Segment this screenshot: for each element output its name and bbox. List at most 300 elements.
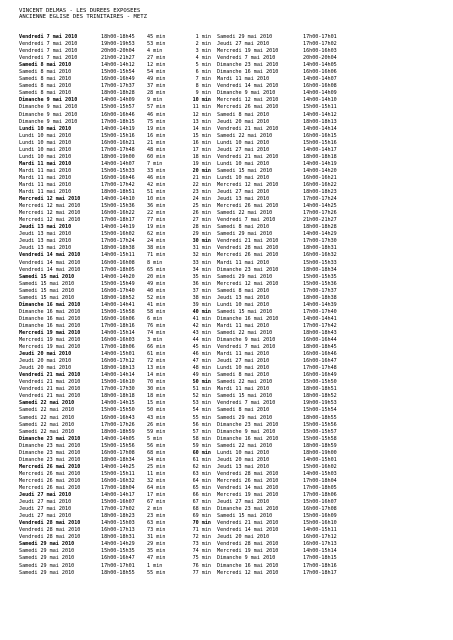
cell-date: Samedi 8 mai 2010	[19, 83, 72, 90]
cell-date: Samedi 22 mai 2010	[19, 400, 75, 407]
cell-sorted-date: Mercredi 19 mai 2010	[217, 492, 279, 499]
cell-date: Jeudi 27 mai 2010	[19, 499, 72, 506]
cell-duration: 45 min	[147, 34, 166, 40]
cell-rank-minutes: 55 min	[192, 414, 211, 421]
cell-sorted-time-range: 18h00-18h59	[303, 442, 337, 449]
cell-date: Mercredi 26 mai 2010	[19, 477, 81, 484]
cell-time-range: 16h00-16h08	[101, 259, 135, 266]
cell-sorted-time-range: 15h00-15h56	[303, 421, 337, 428]
cell-time-range: 18h00-18h51	[101, 189, 135, 196]
cell-date: Mercredi 26 mai 2010	[19, 463, 81, 470]
table-row	[19, 203, 439, 210]
cell-time-range: 15h00-16h02	[101, 231, 135, 238]
cell-sorted-date: Samedi 29 mai 2010	[217, 231, 273, 238]
cell-sorted-date: Mercredi 19 mai 2010	[217, 48, 279, 55]
table-row	[19, 267, 439, 274]
cell-sorted-date: Mercredi 19 mai 2010	[217, 548, 279, 555]
cell-sorted-time-range: 18h00-18h51	[303, 386, 337, 393]
cell-date: Samedi 8 mai 2010	[19, 69, 72, 76]
table-row	[19, 563, 439, 570]
cell-date: Lundi 10 mai 2010	[19, 132, 72, 139]
cell-date: Mardi 11 mai 2010	[19, 174, 72, 181]
cell-date: Dimanche 9 mai 2010	[19, 111, 78, 118]
cell-date: Samedi 29 mai 2010	[19, 562, 75, 569]
cell-time-range: 17h00-17h30	[101, 386, 135, 393]
cell-sorted-date: Mercredi 12 mai 2010	[217, 569, 279, 576]
cell-rank-minutes: 57 min	[192, 428, 211, 435]
cell-sorted-date: Lundi 10 mai 2010	[217, 174, 270, 181]
cell-sorted-date: Samedi 8 mai 2010	[217, 111, 270, 118]
cell-rank-minutes: 28 min	[192, 224, 211, 231]
cell-date: Mercredi 19 mai 2010	[19, 329, 81, 336]
cell-time-range: 14h00-14h05	[101, 435, 135, 442]
cell-time-range: 14h00-14h15	[101, 400, 135, 407]
cell-time-range: 14h00-14h25	[101, 463, 135, 470]
cell-duration: 43 min	[147, 414, 166, 421]
cell-sorted-time-range: 14h00-14h12	[303, 111, 337, 118]
cell-rank-minutes: 14 min	[192, 125, 211, 132]
cell-rank-minutes: 68 min	[192, 506, 211, 513]
cell-rank-minutes: 62 min	[192, 463, 211, 470]
cell-duration: 46 min	[147, 174, 166, 181]
table-row	[19, 358, 439, 365]
cell-duration: 58 min	[147, 308, 166, 315]
cell-sorted-time-range: 17h00-17h26	[303, 210, 337, 217]
cell-date: Lundi 10 mai 2010	[19, 153, 72, 160]
cell-duration: 36 min	[147, 203, 166, 210]
cell-time-range: 17h00-17h26	[101, 421, 135, 428]
cell-duration: 20 min	[147, 273, 166, 280]
table-row	[19, 90, 439, 97]
cell-duration: 70 min	[147, 379, 166, 386]
cell-time-range: 18h00-18h38	[101, 245, 135, 252]
cell-sorted-time-range: 16h00-16h44	[303, 337, 337, 344]
cell-sorted-date: Vendredi 14 mai 2010	[217, 485, 279, 491]
cell-date: Samedi 15 mai 2010	[19, 273, 75, 280]
cell-sorted-date: Samedi 8 mai 2010	[217, 372, 270, 379]
cell-duration: 72 min	[147, 358, 166, 365]
cell-sorted-date: Samedi 15 mai 2010	[217, 167, 273, 174]
cell-sorted-time-range: 16h00-16h03	[303, 48, 337, 55]
cell-date: Mercredi 12 mai 2010	[19, 203, 81, 210]
table-row	[19, 260, 439, 267]
cell-date: Vendredi 28 mai 2010	[19, 534, 81, 541]
cell-sorted-time-range: 17h00-18h16	[303, 562, 337, 569]
table-row	[19, 210, 439, 217]
cell-rank-minutes: 3 min	[195, 48, 211, 55]
cell-sorted-date: Mercredi 26 mai 2010	[217, 477, 279, 484]
cell-time-range: 14h00-14h29	[101, 541, 135, 548]
table-row	[19, 309, 439, 316]
table-row	[19, 245, 439, 252]
cell-rank-minutes: 49 min	[192, 372, 211, 379]
cell-rank-minutes: 76 min	[192, 562, 211, 569]
table-row	[19, 182, 439, 189]
cell-sorted-time-range: 15h00-16h02	[303, 463, 337, 470]
cell-date: Mardi 11 mai 2010	[19, 160, 72, 167]
cell-sorted-time-range: 14h00-14h41	[303, 315, 337, 322]
cell-sorted-time-range: 18h00-18h55	[303, 414, 337, 421]
cell-time-range: 17h00-18h15	[101, 118, 135, 125]
cell-sorted-time-range: 17h00-18h05	[303, 485, 337, 491]
cell-date: Vendredi 7 mai 2010	[19, 55, 78, 62]
cell-time-range: 18h00-18h28	[101, 90, 135, 97]
cell-duration: 55 min	[147, 569, 166, 576]
cell-date: Vendredi 21 mai 2010	[19, 393, 81, 400]
cell-time-range: 15h00-15h49	[101, 280, 135, 287]
cell-sorted-date: Vendredi 7 mai 2010	[217, 217, 276, 224]
cell-duration: 33 min	[147, 167, 166, 174]
cell-sorted-time-range: 15h00-15h57	[303, 428, 337, 435]
table-row	[19, 555, 439, 562]
cell-duration: 51 min	[147, 189, 166, 196]
cell-sorted-time-range: 15h00-15h54	[303, 407, 337, 414]
table-row	[19, 126, 439, 133]
cell-sorted-time-range: 14h00-15h01	[303, 456, 337, 463]
cell-sorted-date: Lundi 10 mai 2010	[217, 139, 270, 146]
cell-sorted-date: Samedi 22 mai 2010	[217, 210, 273, 217]
cell-duration: 14 min	[147, 372, 166, 379]
cell-sorted-time-range: 14h00-14h05	[303, 62, 337, 69]
cell-duration: 34 min	[147, 456, 166, 463]
cell-rank-minutes: 27 min	[192, 217, 211, 224]
table-row	[19, 133, 439, 140]
table-row	[19, 295, 439, 302]
cell-time-range: 15h00-15h16	[101, 132, 135, 139]
cell-duration: 67 min	[147, 499, 166, 506]
cell-duration: 76 min	[147, 322, 166, 329]
cell-date: Jeudi 20 mai 2010	[19, 351, 72, 358]
cell-date: Jeudi 27 mai 2010	[19, 492, 72, 499]
cell-rank-minutes: 7 min	[195, 76, 211, 83]
table-row	[19, 393, 439, 400]
cell-time-range: 15h00-15h58	[101, 308, 135, 315]
cell-sorted-time-range: 17h00-18h04	[303, 477, 337, 484]
table-row	[19, 351, 439, 358]
cell-rank-minutes: 5 min	[195, 62, 211, 69]
table-row	[19, 485, 439, 492]
table-row	[19, 443, 439, 450]
cell-sorted-time-range: 17h00-18h15	[303, 555, 337, 562]
cell-sorted-time-range: 14h00-14h17	[303, 146, 337, 153]
cell-sorted-date: Mardi 11 mai 2010	[217, 322, 270, 329]
cell-rank-minutes: 11 min	[192, 104, 211, 111]
table-row	[19, 97, 439, 104]
cell-sorted-time-range: 15h00-15h50	[303, 379, 337, 386]
cell-time-range: 15h00-15h56	[101, 442, 135, 449]
cell-date: Vendredi 28 mai 2010	[19, 520, 81, 527]
cell-sorted-date: Dimanche 9 mai 2010	[217, 555, 276, 562]
cell-rank-minutes: 44 min	[192, 337, 211, 344]
cell-sorted-date: Mercredi 26 mai 2010	[217, 104, 279, 111]
table-row	[19, 168, 439, 175]
table-row	[19, 464, 439, 471]
table-row	[19, 112, 439, 119]
table-row	[19, 527, 439, 534]
cell-time-range: 18h00-18h59	[101, 428, 135, 435]
cell-duration: 47 min	[147, 555, 166, 562]
cell-duration: 71 min	[147, 252, 166, 259]
cell-sorted-date: Vendredi 21 mai 2010	[217, 520, 279, 527]
cell-date: Mercredi 26 mai 2010	[19, 485, 81, 491]
cell-time-range: 16h00-17h08	[101, 449, 135, 456]
cell-time-range: 17h00-17h02	[101, 506, 135, 513]
cell-date: Dimanche 23 mai 2010	[19, 435, 81, 442]
cell-duration: 75 min	[147, 118, 166, 125]
cell-duration: 8 min	[147, 259, 163, 266]
cell-duration: 28 min	[147, 90, 166, 97]
cell-time-range: 16h00-17h12	[101, 358, 135, 365]
cell-time-range: 20h00-20h04	[101, 48, 135, 55]
cell-duration: 41 min	[147, 301, 166, 308]
cell-sorted-time-range: 14h00-14h29	[303, 231, 337, 238]
table-row	[19, 224, 439, 231]
table-row	[19, 252, 439, 259]
cell-time-range: 17h00-17h24	[101, 238, 135, 245]
cell-time-range: 16h00-16h06	[101, 315, 135, 322]
table-row	[19, 344, 439, 351]
cell-sorted-date: Samedi 22 mai 2010	[217, 442, 273, 449]
cell-rank-minutes: 69 min	[192, 513, 211, 520]
cell-sorted-time-range: 18h00-18h13	[303, 118, 337, 125]
cell-sorted-time-range: 15h00-16h10	[303, 520, 337, 527]
cell-date: Jeudi 13 mai 2010	[19, 245, 72, 252]
cell-time-range: 17h00-17h42	[101, 181, 135, 188]
table-row	[19, 154, 439, 161]
cell-sorted-time-range: 14h00-15h03	[303, 470, 337, 477]
cell-time-range: 18h00-18h34	[101, 456, 135, 463]
cell-date: Samedi 8 mai 2010	[19, 90, 72, 97]
cell-sorted-time-range: 18h00-18h31	[303, 245, 337, 252]
cell-date: Samedi 15 mai 2010	[19, 287, 75, 294]
table-row	[19, 386, 439, 393]
cell-duration: 63 min	[147, 520, 166, 527]
cell-rank-minutes: 45 min	[192, 344, 211, 351]
cell-time-range: 17h00-18h17	[101, 217, 135, 224]
table-row	[19, 379, 439, 386]
cell-rank-minutes: 43 min	[192, 329, 211, 336]
cell-rank-minutes: 8 min	[195, 83, 211, 90]
cell-date: Jeudi 13 mai 2010	[19, 224, 72, 231]
cell-sorted-time-range: 21h00-21h27	[303, 217, 337, 224]
cell-time-range: 18h00-18h23	[101, 513, 135, 520]
cell-date: Samedi 29 mai 2010	[19, 541, 75, 548]
table-row	[19, 83, 439, 90]
cell-sorted-time-range: 18h00-18h28	[303, 224, 337, 231]
cell-time-range: 17h00-18h06	[101, 344, 135, 351]
cell-time-range: 18h00-18h18	[101, 393, 135, 400]
table-row	[19, 422, 439, 429]
cell-sorted-date: Vendredi 21 mai 2010	[217, 153, 279, 160]
cell-rank-minutes: 36 min	[192, 280, 211, 287]
cell-time-range: 16h00-16h03	[101, 337, 135, 344]
table-row	[19, 62, 439, 69]
cell-date: Mardi 11 mai 2010	[19, 181, 72, 188]
cell-sorted-date: Vendredi 28 mai 2010	[217, 245, 279, 252]
cell-time-range: 16h00-16h22	[101, 210, 135, 217]
cell-time-range: 14h00-14h10	[101, 196, 135, 203]
cell-rank-minutes: 61 min	[192, 456, 211, 463]
cell-date: Mardi 11 mai 2010	[19, 167, 72, 174]
cell-sorted-date: Samedi 22 mai 2010	[217, 329, 273, 336]
cell-duration: 49 min	[147, 280, 166, 287]
table-row	[19, 48, 439, 55]
cell-time-range: 16h00-16h49	[101, 76, 135, 83]
cell-duration: 16 min	[147, 132, 166, 139]
cell-date: Dimanche 16 mai 2010	[19, 315, 81, 322]
cell-date: Jeudi 27 mai 2010	[19, 506, 72, 513]
cell-duration: 48 min	[147, 146, 166, 153]
cell-sorted-time-range: 15h00-15h36	[303, 280, 337, 287]
cell-rank-minutes: 56 min	[192, 421, 211, 428]
cell-duration: 27 min	[147, 55, 166, 62]
cell-duration: 21 min	[147, 139, 166, 146]
cell-sorted-time-range: 14h00-14h14	[303, 125, 337, 132]
cell-sorted-time-range: 14h00-14h10	[303, 97, 337, 104]
cell-date: Mercredi 19 mai 2010	[19, 337, 81, 344]
cell-sorted-date: Dimanche 16 mai 2010	[217, 69, 279, 76]
cell-sorted-date: Jeudi 20 mai 2010	[217, 456, 270, 463]
cell-duration: 1 min	[147, 562, 163, 569]
table-row	[19, 330, 439, 337]
cell-time-range: 18h00-19h00	[101, 153, 135, 160]
cell-time-range: 18h00-18h55	[101, 569, 135, 576]
cell-sorted-time-range: 15h00-15h11	[303, 104, 337, 111]
cell-sorted-date: Samedi 8 mai 2010	[217, 287, 270, 294]
cell-rank-minutes: 13 min	[192, 118, 211, 125]
cell-sorted-date: Mardi 11 mai 2010	[217, 351, 270, 358]
cell-sorted-date: Jeudi 27 mai 2010	[217, 358, 270, 365]
cell-date: Vendredi 7 mai 2010	[19, 41, 78, 48]
cell-date: Vendredi 21 mai 2010	[19, 386, 81, 393]
cell-rank-minutes: 17 min	[192, 146, 211, 153]
cell-rank-minutes: 35 min	[192, 273, 211, 280]
table-row	[19, 196, 439, 203]
table-row	[19, 471, 439, 478]
cell-duration: 24 min	[147, 238, 166, 245]
cell-sorted-date: Samedi 22 mai 2010	[217, 132, 273, 139]
table-row	[19, 189, 439, 196]
cell-rank-minutes: 31 min	[192, 245, 211, 252]
cell-duration: 25 min	[147, 463, 166, 470]
cell-date: Samedi 15 mai 2010	[19, 280, 75, 287]
table-row	[19, 238, 439, 245]
cell-sorted-time-range: 15h00-16h07	[303, 499, 337, 506]
cell-date: Mercredi 19 mai 2010	[19, 344, 81, 351]
document-header	[19, 8, 147, 21]
cell-sorted-time-range: 15h00-15h16	[303, 139, 337, 146]
cell-duration: 52 min	[147, 294, 166, 301]
cell-rank-minutes: 58 min	[192, 435, 211, 442]
cell-sorted-time-range: 16h00-16h49	[303, 372, 337, 379]
cell-time-range: 16h00-16h47	[101, 555, 135, 562]
table-row	[19, 499, 439, 506]
cell-sorted-date: Jeudi 20 mai 2010	[217, 118, 270, 125]
cell-sorted-date: Jeudi 20 mai 2010	[217, 534, 270, 541]
cell-time-range: 14h00-14h12	[101, 62, 135, 69]
cell-rank-minutes: 54 min	[192, 407, 211, 414]
cell-sorted-time-range: 14h00-14h07	[303, 76, 337, 83]
cell-time-range: 14h00-15h11	[101, 252, 135, 259]
cell-rank-minutes: 64 min	[192, 477, 211, 484]
table-row	[19, 217, 439, 224]
cell-sorted-time-range: 14h00-14h20	[303, 167, 337, 174]
cell-rank-minutes: 72 min	[192, 534, 211, 541]
cell-time-range: 15h00-15h57	[101, 104, 135, 111]
cell-date: Dimanche 23 mai 2010	[19, 456, 81, 463]
cell-time-range: 15h00-16h10	[101, 379, 135, 386]
cell-time-range: 18h00-18h52	[101, 294, 135, 301]
cell-rank-minutes: 23 min	[192, 189, 211, 196]
cell-sorted-time-range: 20h00-20h04	[303, 55, 337, 62]
cell-sorted-time-range: 14h00-14h09	[303, 90, 337, 97]
cell-duration: 40 min	[147, 287, 166, 294]
cell-date: Samedi 22 mai 2010	[19, 414, 75, 421]
cell-sorted-time-range: 18h00-18h52	[303, 393, 337, 400]
cell-time-range: 14h00-14h19	[101, 125, 135, 132]
cell-date: Vendredi 21 mai 2010	[19, 372, 81, 379]
cell-date: Dimanche 23 mai 2010	[19, 442, 81, 449]
cell-sorted-time-range: 18h00-18h18	[303, 153, 337, 160]
cell-rank-minutes: 75 min	[192, 555, 211, 562]
cell-sorted-date: Mardi 11 mai 2010	[217, 76, 270, 83]
cell-sorted-time-range: 18h00-18h43	[303, 329, 337, 336]
cell-duration: 32 min	[147, 477, 166, 484]
cell-sorted-date: Lundi 10 mai 2010	[217, 365, 270, 372]
cell-time-range: 14h00-14h17	[101, 492, 135, 499]
cell-rank-minutes: 77 min	[192, 569, 211, 576]
cell-date: Vendredi 14 mai 2010	[19, 266, 81, 273]
cell-rank-minutes: 38 min	[192, 294, 211, 301]
cell-time-range: 14h00-15h03	[101, 520, 135, 527]
cell-time-range: 18h00-18h13	[101, 365, 135, 372]
cell-rank-minutes: 63 min	[192, 470, 211, 477]
cell-duration: 10 min	[147, 196, 166, 203]
cell-sorted-time-range: 16h00-16h47	[303, 358, 337, 365]
cell-time-range: 15h00-15h35	[101, 548, 135, 555]
cell-sorted-date: Vendredi 21 mai 2010	[217, 238, 279, 245]
table-row	[19, 55, 439, 62]
cell-date: Dimanche 16 mai 2010	[19, 322, 81, 329]
cell-sorted-date: Dimanche 16 mai 2010	[217, 435, 279, 442]
cell-duration: 59 min	[147, 428, 166, 435]
cell-date: Samedi 8 mai 2010	[19, 62, 72, 69]
cell-sorted-time-range: 14h00-15h14	[303, 548, 337, 555]
table-row	[19, 175, 439, 182]
cell-date: Dimanche 16 mai 2010	[19, 301, 81, 308]
cell-rank-minutes: 46 min	[192, 351, 211, 358]
cell-sorted-date: Lundi 10 mai 2010	[217, 160, 270, 167]
cell-rank-minutes: 51 min	[192, 386, 211, 393]
cell-rank-minutes: 29 min	[192, 231, 211, 238]
cell-sorted-date: Jeudi 27 mai 2010	[217, 499, 270, 506]
cell-duration: 15 min	[147, 400, 166, 407]
cell-rank-minutes: 48 min	[192, 365, 211, 372]
cell-time-range: 17h00-17h01	[101, 562, 135, 569]
cell-sorted-time-range: 15h00-15h35	[303, 273, 337, 280]
cell-sorted-time-range: 16h00-17h13	[303, 541, 337, 548]
table-row	[19, 534, 439, 541]
cell-sorted-date: Samedi 15 mai 2010	[217, 513, 273, 520]
cell-sorted-date: Vendredi 21 mai 2010	[217, 125, 279, 132]
cell-duration: 73 min	[147, 527, 166, 534]
cell-sorted-date: Vendredi 7 mai 2010	[217, 55, 276, 62]
cell-rank-minutes: 6 min	[195, 69, 211, 76]
table-row	[19, 302, 439, 309]
cell-duration: 17 min	[147, 492, 166, 499]
cell-sorted-date: Jeudi 13 mai 2010	[217, 196, 270, 203]
cell-rank-minutes: 4 min	[195, 55, 211, 62]
